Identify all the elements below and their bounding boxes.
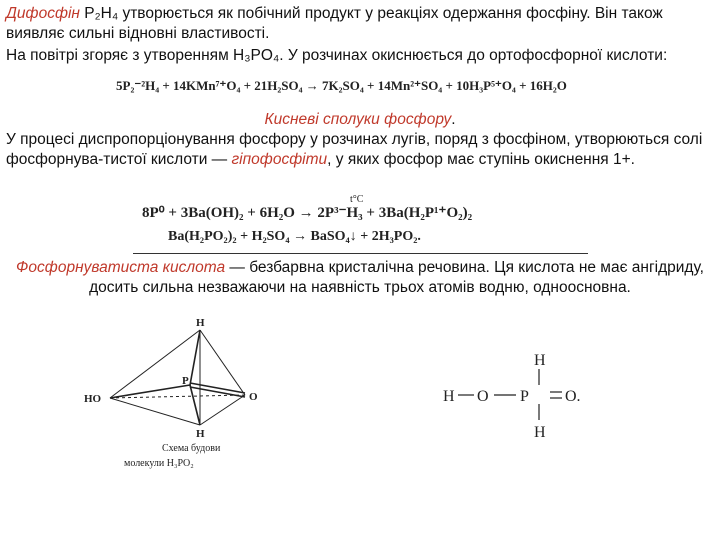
equation-disproportionation: 8P⁰ + 3Ba(OH)₂ + 6H₂O → 2P³⁻H₃ + 3Ba(H₂P¹⁺O₂)₂: [142, 205, 473, 221]
term-hypophosphites: гіпофосфіти: [231, 151, 328, 168]
equation-acid-formation: Ba(H₂PO₂)₂ + H₂SO₄ → BaSO₄↓ + 2H₃PO₂.: [168, 229, 421, 244]
sf-h-left: H: [443, 388, 455, 405]
term-diphosphine: Дифосфін: [6, 5, 80, 22]
acid-text: — безбарвна кристалічна речовина. Ця кислота не має ангідриду, досить сильна незважаючи на наявність трьох атомів водню, одноосновна.: [89, 259, 704, 296]
heading-oxygen-compounds: Кисневі сполуки фосфору.: [264, 111, 456, 128]
sf-h-bottom: H: [534, 424, 546, 441]
oxidation-text: На повітрі згоряє з утворенням H₃PO₄. У розчинах окиснюється до ортофосфорної кислоти:: [6, 47, 668, 64]
molecule-label-h-bottom: H: [196, 428, 205, 440]
molecule-label-o: O: [249, 391, 258, 403]
molecule-label-p: P: [182, 375, 189, 387]
hypophosphites-text-before: У процесі диспропорціонування фосфору у розчинах лугів, поряд з фосфіном, утворюються солі фосфорнува-тистої кислоти —: [6, 131, 703, 168]
term-hypophosphorous-acid: Фосфорнуватиста кислота: [16, 259, 226, 276]
formula-p2h4: P₂H₄: [84, 5, 119, 22]
diphosphine-text: утворюється як побічний продукт у реакціях одержання фосфіну. Він також виявляє сильні відновні властивості.: [6, 5, 663, 42]
equation-condition: t°C: [350, 194, 364, 205]
molecule-label-h-top: H: [196, 317, 205, 329]
molecule-caption-line2: молекули H₃PO₂: [124, 458, 194, 469]
sf-o-right: O.: [565, 388, 581, 405]
molecule-label-ho: HO: [84, 393, 102, 405]
molecule-caption-line1: Схема будови: [162, 443, 221, 454]
heading-text: Кисневі сполуки фосфору: [264, 111, 452, 128]
hypophosphites-text-after: , у яких фосфор має ступінь окиснення 1+.: [327, 151, 635, 168]
sf-p: P: [520, 388, 529, 405]
sf-o-mid: O: [477, 388, 489, 405]
equation-oxidation: 5P₂⁻²H₄ + 14KMn⁷⁺O₄ + 21H₂SO₄ → 7K₂SO₄ + 14Mn²⁺SO₄ + 10H₃P⁵⁺O₄ + 16H₂O: [116, 78, 567, 93]
sf-h-top: H: [534, 352, 546, 369]
